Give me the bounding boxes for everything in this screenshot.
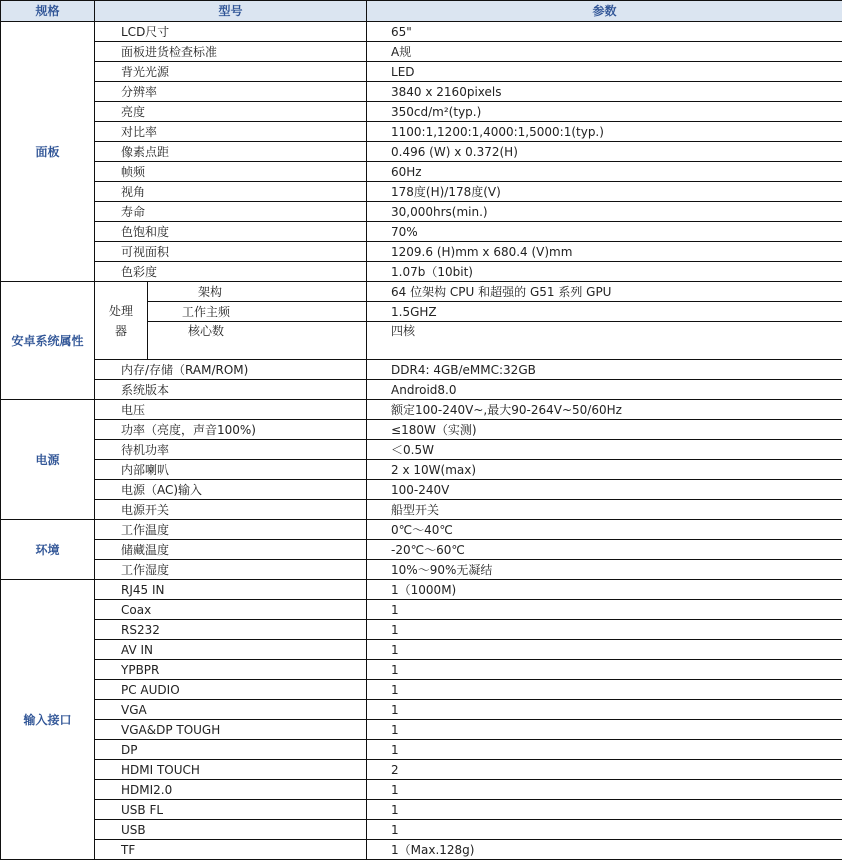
row-key: 像素点距 — [95, 142, 367, 162]
section-environment: 环境 — [1, 520, 95, 580]
row-key: YPBPR — [95, 660, 367, 680]
section-android: 安卓系统属性 — [1, 282, 95, 400]
table-row — [1, 700, 842, 720]
row-key: VGA — [95, 700, 367, 720]
row-value: 额定100-240V~,最大90-264V~50/60Hz — [367, 400, 842, 420]
header-spec: 规格 — [1, 1, 95, 22]
table-row — [1, 62, 842, 82]
table-row — [1, 740, 842, 760]
header-param: 参数 — [367, 1, 842, 22]
row-key: 内存/存储（RAM/ROM) — [95, 360, 367, 380]
table-row — [1, 560, 842, 580]
row-value: 1 — [367, 780, 842, 800]
row-value: 2 — [367, 760, 842, 780]
row-value: 0.496 (W) x 0.372(H) — [367, 142, 842, 162]
header-row — [1, 1, 842, 22]
row-value: 1（1000M) — [367, 580, 842, 600]
row-value: 1 — [367, 660, 842, 680]
table-row — [1, 222, 842, 242]
row-value: 1（Max.128g) — [367, 840, 842, 860]
row-value: 0℃～40℃ — [367, 520, 842, 540]
row-key: PC AUDIO — [95, 680, 367, 700]
row-key: 寿命 — [95, 202, 367, 222]
table-row — [1, 262, 842, 282]
row-key: 帧频 — [95, 162, 367, 182]
row-value: LED — [367, 62, 842, 82]
section-panel: 面板 — [1, 22, 95, 282]
table-row — [1, 82, 842, 102]
row-key: 视角 — [95, 182, 367, 202]
table-row — [1, 540, 842, 560]
row-value: 3840 x 2160pixels — [367, 82, 842, 102]
table-row — [1, 102, 842, 122]
row-value: 四核 — [367, 322, 842, 360]
row-key: 工作主频 — [148, 302, 367, 322]
row-value: 1 — [367, 820, 842, 840]
table-row — [1, 480, 842, 500]
row-value: ≤180W（实测) — [367, 420, 842, 440]
row-value: 64 位架构 CPU 和超强的 G51 系列 GPU — [367, 282, 842, 302]
row-value: 1 — [367, 640, 842, 660]
row-value: 船型开关 — [367, 500, 842, 520]
row-key: 亮度 — [95, 102, 367, 122]
row-value: 2 x 10W(max) — [367, 460, 842, 480]
table-row — [1, 820, 842, 840]
table-row — [1, 520, 842, 540]
table-row — [1, 580, 842, 600]
row-value: 10%～90%无凝结 — [367, 560, 842, 580]
table-row — [1, 400, 842, 420]
table-row — [1, 600, 842, 620]
row-value: 60Hz — [367, 162, 842, 182]
processor-label — [95, 282, 148, 360]
table-row — [1, 420, 842, 440]
row-value: 1 — [367, 620, 842, 640]
table-row — [1, 122, 842, 142]
table-row — [1, 142, 842, 162]
row-value: 1 — [367, 800, 842, 820]
row-value: 1.07b（10bit) — [367, 262, 842, 282]
row-key: HDMI2.0 — [95, 780, 367, 800]
table-row — [1, 640, 842, 660]
row-key: 对比率 — [95, 122, 367, 142]
table-row — [1, 182, 842, 202]
table-row — [1, 760, 842, 780]
table-row — [1, 380, 842, 400]
table-row — [1, 162, 842, 182]
section-power: 电源 — [1, 400, 95, 520]
table-row — [1, 840, 842, 860]
row-key: USB FL — [95, 800, 367, 820]
row-value: DDR4: 4GB/eMMC:32GB — [367, 360, 842, 380]
row-value: -20℃～60℃ — [367, 540, 842, 560]
row-key: 色饱和度 — [95, 222, 367, 242]
row-key: 电源（AC)输入 — [95, 480, 367, 500]
table-row — [1, 620, 842, 640]
table-row — [1, 800, 842, 820]
table-row — [1, 282, 842, 302]
row-value: 1100:1,1200:1,4000:1,5000:1(typ.) — [367, 122, 842, 142]
header-model: 型号 — [95, 1, 367, 22]
row-key: LCD尺寸 — [95, 22, 367, 42]
row-key: RJ45 IN — [95, 580, 367, 600]
row-key: 背光光源 — [95, 62, 367, 82]
table-row — [1, 202, 842, 222]
row-key: 面板进货检查标准 — [95, 42, 367, 62]
table-row — [1, 460, 842, 480]
table-row — [1, 440, 842, 460]
row-key: RS232 — [95, 620, 367, 640]
row-key: AV IN — [95, 640, 367, 660]
row-key: USB — [95, 820, 367, 840]
row-key: 待机功率 — [95, 440, 367, 460]
row-key: VGA&DP TOUGH — [95, 720, 367, 740]
row-key: 工作温度 — [95, 520, 367, 540]
row-key: 色彩度 — [95, 262, 367, 282]
row-key: 架构 — [148, 282, 367, 302]
row-key: 可视面积 — [95, 242, 367, 262]
table-row — [1, 360, 842, 380]
row-value: 1 — [367, 680, 842, 700]
row-key: 核心数 — [148, 322, 367, 360]
row-value: 70% — [367, 222, 842, 242]
row-key: 系统版本 — [95, 380, 367, 400]
table-row — [1, 660, 842, 680]
row-key: HDMI TOUCH — [95, 760, 367, 780]
row-value: 30,000hrs(min.) — [367, 202, 842, 222]
row-value: 178度(H)/178度(V) — [367, 182, 842, 202]
row-value: 1209.6 (H)mm x 680.4 (V)mm — [367, 242, 842, 262]
row-value: 350cd/m²(typ.) — [367, 102, 842, 122]
table-row — [1, 720, 842, 740]
row-key: 电源开关 — [95, 500, 367, 520]
processor-label-text: 处理器 — [106, 301, 136, 341]
row-value: 65" — [367, 22, 842, 42]
row-value: Android8.0 — [367, 380, 842, 400]
row-value: 1 — [367, 700, 842, 720]
row-key: 功率（亮度，声音100%) — [95, 420, 367, 440]
table-row — [1, 780, 842, 800]
section-input-interfaces: 输入接口 — [1, 580, 95, 860]
row-value: ＜0.5W — [367, 440, 842, 460]
table-row — [1, 680, 842, 700]
row-value: 1 — [367, 720, 842, 740]
table-row — [1, 22, 842, 42]
row-value: 1.5GHZ — [367, 302, 842, 322]
row-key: Coax — [95, 600, 367, 620]
table-row — [1, 42, 842, 62]
row-key: DP — [95, 740, 367, 760]
row-key: 电压 — [95, 400, 367, 420]
row-key: TF — [95, 840, 367, 860]
table-row — [1, 500, 842, 520]
row-value: 1 — [367, 740, 842, 760]
table-row — [1, 242, 842, 262]
row-value: 1 — [367, 600, 842, 620]
row-key: 工作湿度 — [95, 560, 367, 580]
row-key: 储藏温度 — [95, 540, 367, 560]
row-key: 分辨率 — [95, 82, 367, 102]
row-value: 100-240V — [367, 480, 842, 500]
row-key: 内部喇叭 — [95, 460, 367, 480]
row-value: A规 — [367, 42, 842, 62]
